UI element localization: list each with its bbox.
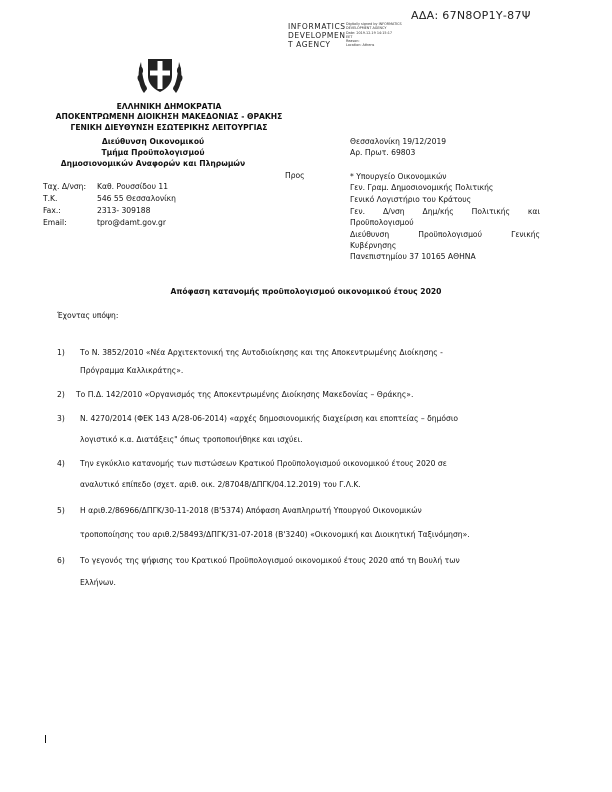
item-line: τροποποίησης του αριθ.2/58493/ΔΠΓΚ/31-07-2018 (Β'3240) «Οικονομική και Διοικητική Ταξινόμηση». xyxy=(80,530,470,539)
item-number: 5) xyxy=(57,506,65,515)
department-line: Διεύθυνση Οικονομικού xyxy=(101,137,205,146)
item-number: 2) xyxy=(57,390,65,399)
authority-line: ΓΕΝΙΚΗ ΔΙΕΥΘΥΝΣΗ ΕΣΩΤΕΡΙΚΗΣ ΛΕΙΤΟΥΡΓΙΑΣ xyxy=(70,123,268,132)
recipient-line: Γεν. Δ/νση Δημ/κής Πολιτικής και xyxy=(350,207,540,216)
item-line: αναλυτικό επίπεδο (σχετ. αριθ. οικ. 2/87048/ΔΠΓΚ/04.12.2019) του Γ.Λ.Κ. xyxy=(80,480,361,489)
contact-value: 546 55 Θεσσαλονίκη xyxy=(97,194,176,203)
stamp-fine-print xyxy=(346,22,402,48)
item-line: Την εγκύκλιο κατανομής των πιστώσεων Κρατικού Προϋπολογισμού οικονομικού έτους 2020 σε xyxy=(80,459,447,468)
stamp-fine-line: Reason: xyxy=(346,39,360,44)
item-number: 6) xyxy=(57,556,65,565)
stamp-line: INFORMATICS xyxy=(288,22,346,31)
protocol-number: Αρ. Πρωτ. 69803 xyxy=(350,148,416,157)
contact-label: Email: xyxy=(43,218,67,227)
item-line: λογιστικό κ.α. Διατάξεις" όπως τροποποιήθηκε και ισχύει. xyxy=(80,435,303,444)
page-mark xyxy=(45,735,46,743)
item-line: Ν. 4270/2014 (ΦΕΚ 143 Α/28-06-2014) «αρχές δημοσιονομικής διαχείριση και εποπτείας – δημόσιο xyxy=(80,414,459,423)
stamp-line: DEVELOPMEN xyxy=(288,31,346,40)
item-line: Η αριθ.2/86966/ΔΠΓΚ/30-11-2018 (Β'5374) Απόφαση Αναπληρωτή Υπουργού Οικονομικών xyxy=(80,506,422,515)
ada-code: ΑΔΑ: 67Ν8ΟΡ1Υ-87Ψ xyxy=(411,9,531,22)
department-line: Τμήμα Προϋπολογισμού xyxy=(101,148,205,157)
recipient-line: Διεύθυνση Προϋπολογισμού Γενικής xyxy=(350,230,540,239)
stamp-line: T AGENCY xyxy=(288,40,331,49)
authority-line: ΑΠΟΚΕΝΤΡΩΜΕΝΗ ΔΙΟΙΚΗΣΗ ΜΑΚΕΔΟΝΙΑΣ - ΘΡΑΚΗΣ xyxy=(55,112,283,121)
document-title: Απόφαση κατανομής προϋπολογισμού οικονομικού έτους 2020 xyxy=(170,287,442,296)
recipients-label: Προς xyxy=(285,171,305,180)
recipient-line: Κυβέρνησης xyxy=(350,241,397,250)
recipient-line: * Υπουργείο Οικονομικών xyxy=(350,172,447,181)
place-date: Θεσσαλονίκη 19/12/2019 xyxy=(350,137,447,146)
coat-of-arms-icon xyxy=(135,49,185,99)
item-line: Ελλήνων. xyxy=(80,578,116,587)
contact-label: Τ.Κ. xyxy=(43,194,58,203)
contact-value: 2313- 309188 xyxy=(97,206,151,215)
stamp-fine-line: Date: 2019.12.19 14:15:17 xyxy=(346,30,393,35)
signature-stamp xyxy=(288,22,346,49)
item-line: Το Ν. 3852/2010 «Νέα Αρχιτεκτονική της Αυτοδιοίκησης και της Αποκεντρωμένης Διοίκησης - xyxy=(80,348,443,357)
recipient-line: Γενικό Λογιστήριο του Κράτους xyxy=(350,195,472,204)
contact-email[interactable]: tpro@damt.gov.gr xyxy=(97,218,166,227)
recipient-line: Πανεπιστημίου 37 10165 ΑΘΗΝΑ xyxy=(350,252,476,261)
item-number: 3) xyxy=(57,414,65,423)
authority-line: ΕΛΛΗΝΙΚΗ ΔΗΜΟΚΡΑΤΙΑ xyxy=(116,102,222,111)
contact-label: Fax.: xyxy=(43,206,61,215)
recipient-line: Γεν. Γραμ. Δημοσιονομικής Πολιτικής xyxy=(350,183,494,192)
stamp-fine-line: DEVELOPMENT AGENCY xyxy=(346,26,387,31)
contact-value: Καθ. Ρουσσίδου 11 xyxy=(97,182,169,191)
item-line: Το γεγονός της ψήφισης του Κρατικού Προϋπολογισμού οικονομικού έτους 2020 από τη Βουλή των xyxy=(80,556,460,565)
stamp-fine-line: Location: Athens xyxy=(346,43,375,48)
item-line: Πρόγραμμα Καλλικράτης». xyxy=(80,366,184,375)
stamp-fine-line: Digitally signed by INFORMATICS xyxy=(346,22,402,26)
department-line: Δημοσιονομικών Αναφορών και Πληρωμών xyxy=(60,159,246,168)
intro-text: Έχοντας υπόψη: xyxy=(57,311,119,320)
recipient-line: Προϋπολογισμού xyxy=(350,218,414,227)
stamp-fine-line: EET xyxy=(346,34,353,39)
contact-label: Ταχ. Δ/νση: xyxy=(43,182,87,191)
item-number: 1) xyxy=(57,348,65,357)
item-number: 4) xyxy=(57,459,65,468)
item-line: Το Π.Δ. 142/2010 «Οργανισμός της Αποκεντρωμένης Διοίκησης Μακεδονίας – Θράκης». xyxy=(76,390,414,399)
